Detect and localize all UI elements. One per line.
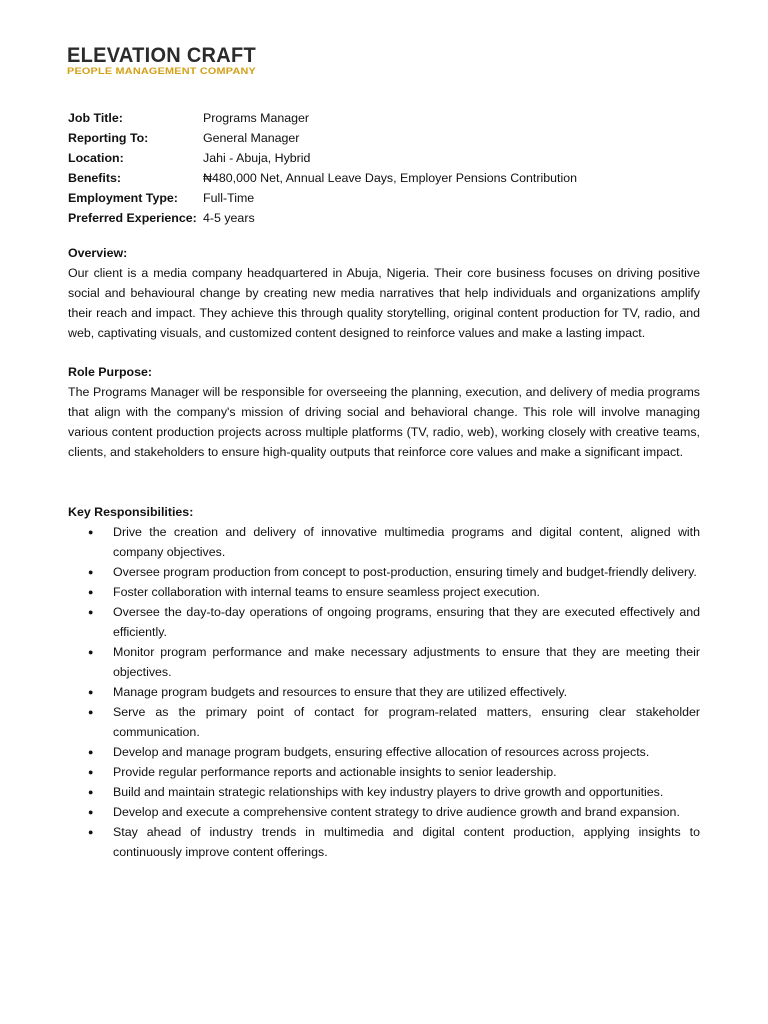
bullet-icon: ●: [88, 807, 94, 817]
responsibility-text: Develop and execute a comprehensive content strategy to drive audience growth and brand expansion.: [113, 805, 680, 819]
overview-section: [68, 243, 700, 343]
responsibility-text: Manage program budgets and resources to ensure that they are utilized effectively.: [113, 685, 568, 699]
job-details-table: [68, 108, 708, 228]
responsibility-text: Oversee program production from concept to post-production, ensuring timely and budget-friendly delivery.: [113, 565, 697, 579]
responsibility-item: [68, 602, 700, 642]
detail-value: Jahi - Abuja, Hybrid: [203, 151, 311, 165]
responsibility-item: [68, 782, 700, 802]
bullet-icon: ●: [88, 767, 94, 777]
overview-heading: Overview:: [68, 246, 128, 260]
responsibility-item: [68, 682, 700, 702]
bullet-icon: ●: [88, 787, 94, 797]
responsibility-text: Build and maintain strategic relationships with key industry players to drive growth and opportunities.: [113, 785, 664, 799]
detail-row: [68, 108, 708, 128]
responsibility-item: [68, 562, 700, 582]
role-purpose-heading: Role Purpose:: [68, 365, 152, 379]
responsibility-text: Monitor program performance and make necessary adjustments to ensure that they are meeting their objectives.: [113, 645, 700, 679]
responsibility-text: Stay ahead of industry trends in multimedia and digital content production, applying insights to continuously improve content offerings.: [113, 825, 700, 859]
responsibility-text: Develop and manage program budgets, ensuring effective allocation of resources across projects.: [113, 745, 650, 759]
responsibility-item: [68, 822, 700, 862]
bullet-icon: ●: [88, 687, 94, 697]
responsibilities-section: [68, 502, 700, 862]
bullet-icon: ●: [88, 567, 94, 577]
detail-value: 4-5 years: [203, 211, 255, 225]
responsibilities-list: [68, 522, 700, 862]
responsibility-item: [68, 522, 700, 562]
responsibility-text: Provide regular performance reports and actionable insights to senior leadership.: [113, 765, 557, 779]
bullet-icon: ●: [88, 527, 94, 537]
bullet-icon: ●: [88, 827, 94, 837]
responsibility-item: [68, 582, 700, 602]
responsibility-text: Drive the creation and delivery of innovative multimedia programs and digital content, aligned with company objectives.: [113, 525, 700, 559]
detail-value: ₦480,000 Net, Annual Leave Days, Employer Pensions Contribution: [203, 171, 578, 185]
role-purpose-body: The Programs Manager will be responsible for overseeing the planning, execution, and delivery of media programs that align with the company's mission of driving social and behavioral change. This role will involve managing various content production projects across multiple platforms (TV, radio, web), working closely with creative teams, clients, and stakeholders to ensure high-quality outputs that reinforce core values and make a significant impact.: [68, 385, 700, 459]
responsibility-item: [68, 742, 700, 762]
bullet-icon: ●: [88, 587, 94, 597]
responsibility-item: [68, 762, 700, 782]
detail-label: Job Title:: [68, 111, 123, 125]
logo-name: ELEVATION CRAFT: [67, 44, 256, 67]
logo-tagline: PEOPLE MANAGEMENT COMPANY: [67, 66, 257, 77]
detail-label: Reporting To:: [68, 131, 149, 145]
detail-label: Employment Type:: [68, 191, 178, 205]
detail-value: Full-Time: [203, 191, 255, 205]
bullet-icon: ●: [88, 647, 94, 657]
responsibility-text: Oversee the day-to-day operations of ongoing programs, ensuring that they are executed effectively and efficiently.: [113, 605, 700, 639]
detail-row: [68, 168, 708, 188]
responsibility-item: [68, 702, 700, 742]
role-purpose-section: [68, 362, 700, 462]
responsibility-text: Foster collaboration with internal teams to ensure seamless project execution.: [113, 585, 540, 599]
responsibility-text: Serve as the primary point of contact for program-related matters, ensuring clear stakeholder communication.: [113, 705, 700, 739]
overview-body: Our client is a media company headquartered in Abuja, Nigeria. Their core business focuses on driving positive social and behavioural change by creating new media narratives that help individuals and organizations amplify their reach and impact. They achieve this through quality storytelling, original content production for TV, radio, and web, captivating visuals, and customized content designed to reinforce values and make a lasting impact.: [68, 266, 700, 340]
detail-value: General Manager: [203, 131, 300, 145]
responsibility-item: [68, 802, 700, 822]
detail-row: [68, 188, 708, 208]
detail-label: Benefits:: [68, 171, 122, 185]
responsibilities-heading: Key Responsibilities:: [68, 505, 194, 519]
detail-row: [68, 128, 708, 148]
bullet-icon: ●: [88, 747, 94, 757]
detail-row: [68, 148, 708, 168]
responsibility-item: [68, 642, 700, 682]
detail-row: [68, 208, 708, 228]
detail-label: Location:: [68, 151, 124, 165]
detail-label: Preferred Experience:: [68, 211, 197, 225]
bullet-icon: ●: [88, 707, 94, 717]
bullet-icon: ●: [88, 607, 94, 617]
company-logo: [67, 43, 267, 77]
detail-value: Programs Manager: [203, 111, 310, 125]
